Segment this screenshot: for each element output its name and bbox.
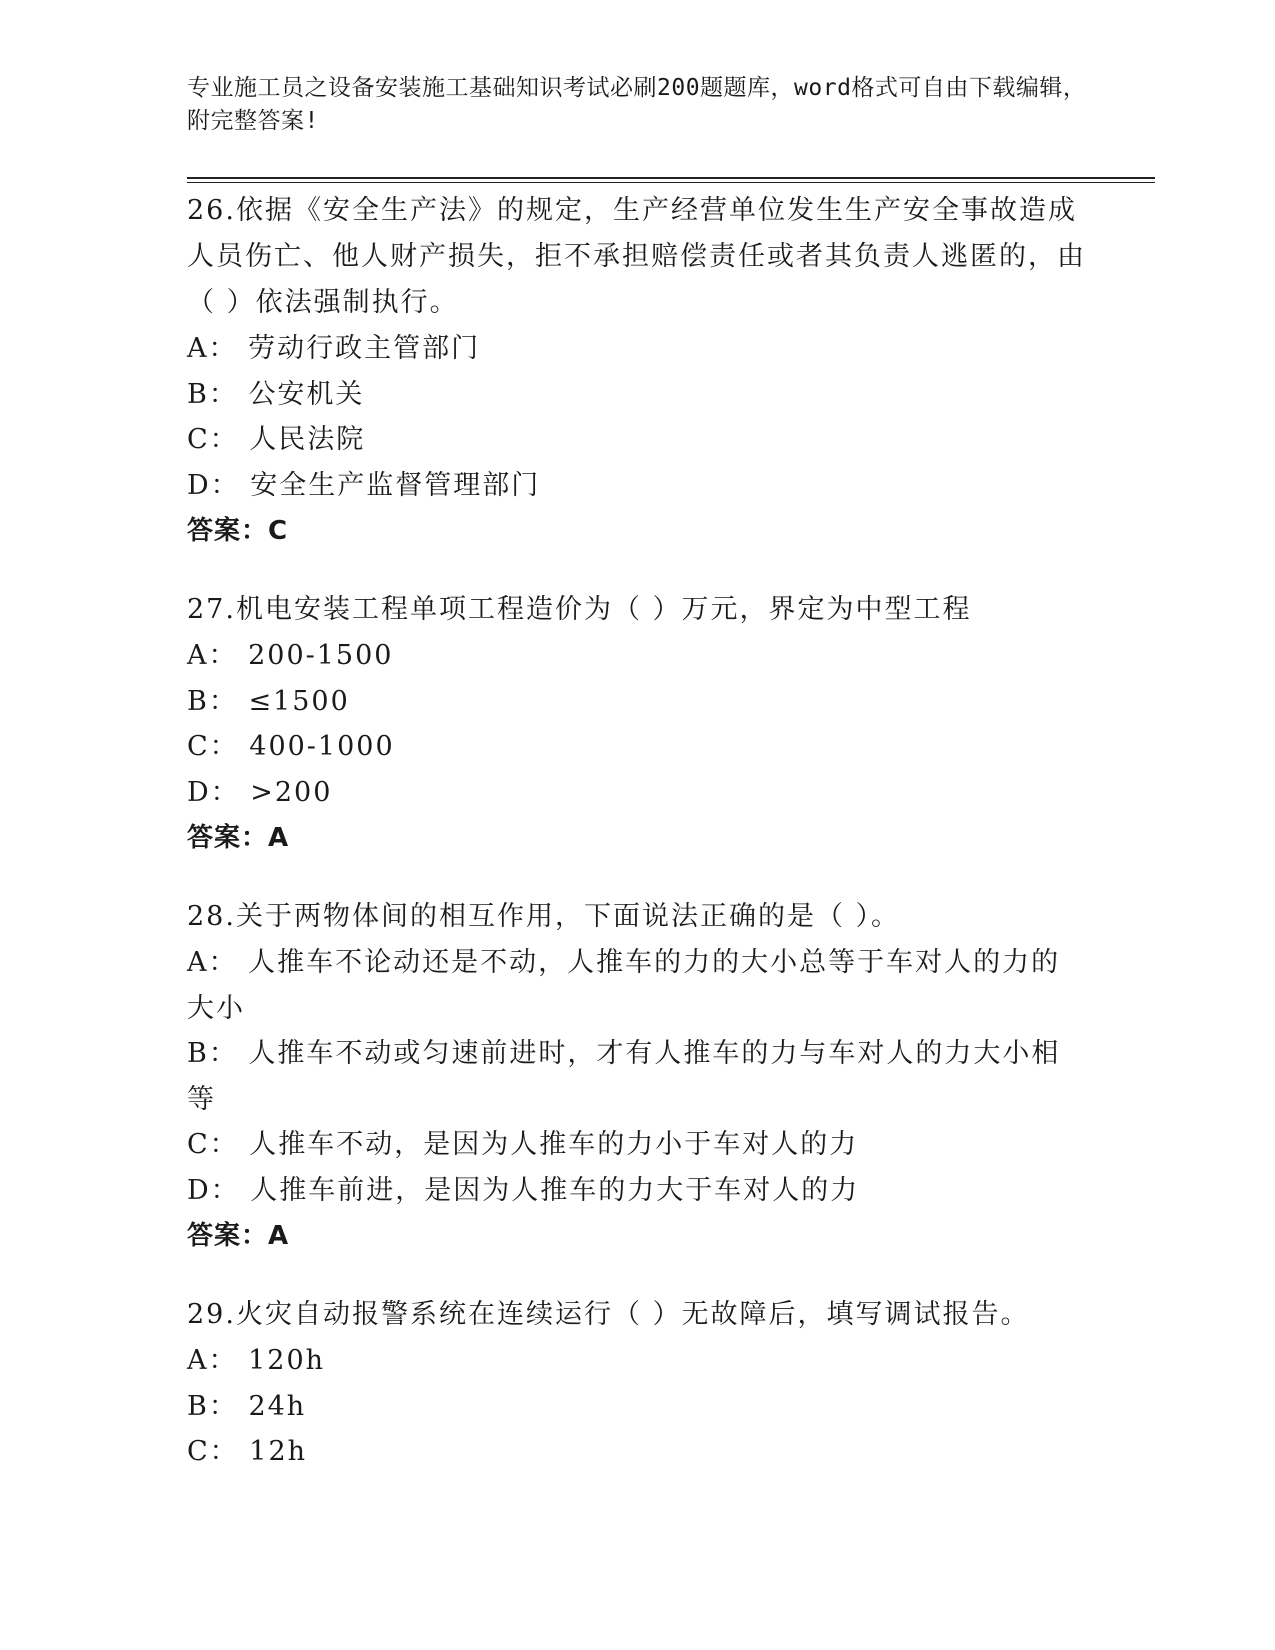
answer-line: 答案 ： C xyxy=(187,508,1087,554)
question-text: 26.依据《安全生产法》的规定，生产经营单位发生生产安全事故造成人员伤亡、他人财产损失，拒不承担赔偿责任或者其负责人逃匿的，由（ ）依法强制执行。 xyxy=(187,195,1086,318)
question-29 xyxy=(187,1292,1087,1475)
option-d: D ： 安全生产监督管理部门 xyxy=(187,463,1087,509)
document-header: 专业施工员之设备安装施工基础知识考试必刷200题题库，word格式可自由下载编辑，附完整答案! xyxy=(187,75,1087,134)
option-a: A ： 劳动行政主管部门 xyxy=(187,326,1087,372)
option-a: A ： 人推车不论动还是不动，人推车的力的大小总等于车对人的力的大小 xyxy=(187,940,1087,1031)
option-c: C ： 400-1000 xyxy=(187,724,1087,770)
question-28 xyxy=(187,894,1087,1259)
option-a: A ： 200-1500 xyxy=(187,633,1087,679)
answer-line: 答案 ： A xyxy=(187,815,1087,861)
option-b: B ： 24h xyxy=(187,1384,1087,1430)
question-text: 28.关于两物体间的相互作用，下面说法正确的是（ ）。 xyxy=(187,901,901,932)
option-a: A ： 120h xyxy=(187,1338,1087,1384)
option-b: B ： 人推车不动或匀速前进时，才有人推车的力与车对人的力大小相等 xyxy=(187,1031,1087,1122)
answer-line: 答案 ： A xyxy=(187,1213,1087,1259)
question-27 xyxy=(187,587,1087,861)
header-divider-bottom xyxy=(187,182,1155,183)
option-b: B ： ≤1500 xyxy=(187,679,1087,725)
option-b: B ： 公安机关 xyxy=(187,372,1087,418)
header-divider-top xyxy=(187,177,1155,179)
option-d: D ： 人推车前进，是因为人推车的力大于车对人的力 xyxy=(187,1168,1087,1214)
option-c: C ： 人推车不动，是因为人推车的力小于车对人的力 xyxy=(187,1122,1087,1168)
option-c: C ： 人民法院 xyxy=(187,417,1087,463)
question-text: 29.火灾自动报警系统在连续运行（ ）无故障后，填写调试报告。 xyxy=(187,1299,1030,1330)
option-c: C ： 12h xyxy=(187,1429,1087,1475)
question-text: 27.机电安装工程单项工程造价为（ ）万元，界定为中型工程 xyxy=(187,594,972,625)
question-list xyxy=(187,188,1087,1508)
question-26 xyxy=(187,188,1087,554)
option-d: D ： >200 xyxy=(187,770,1087,816)
